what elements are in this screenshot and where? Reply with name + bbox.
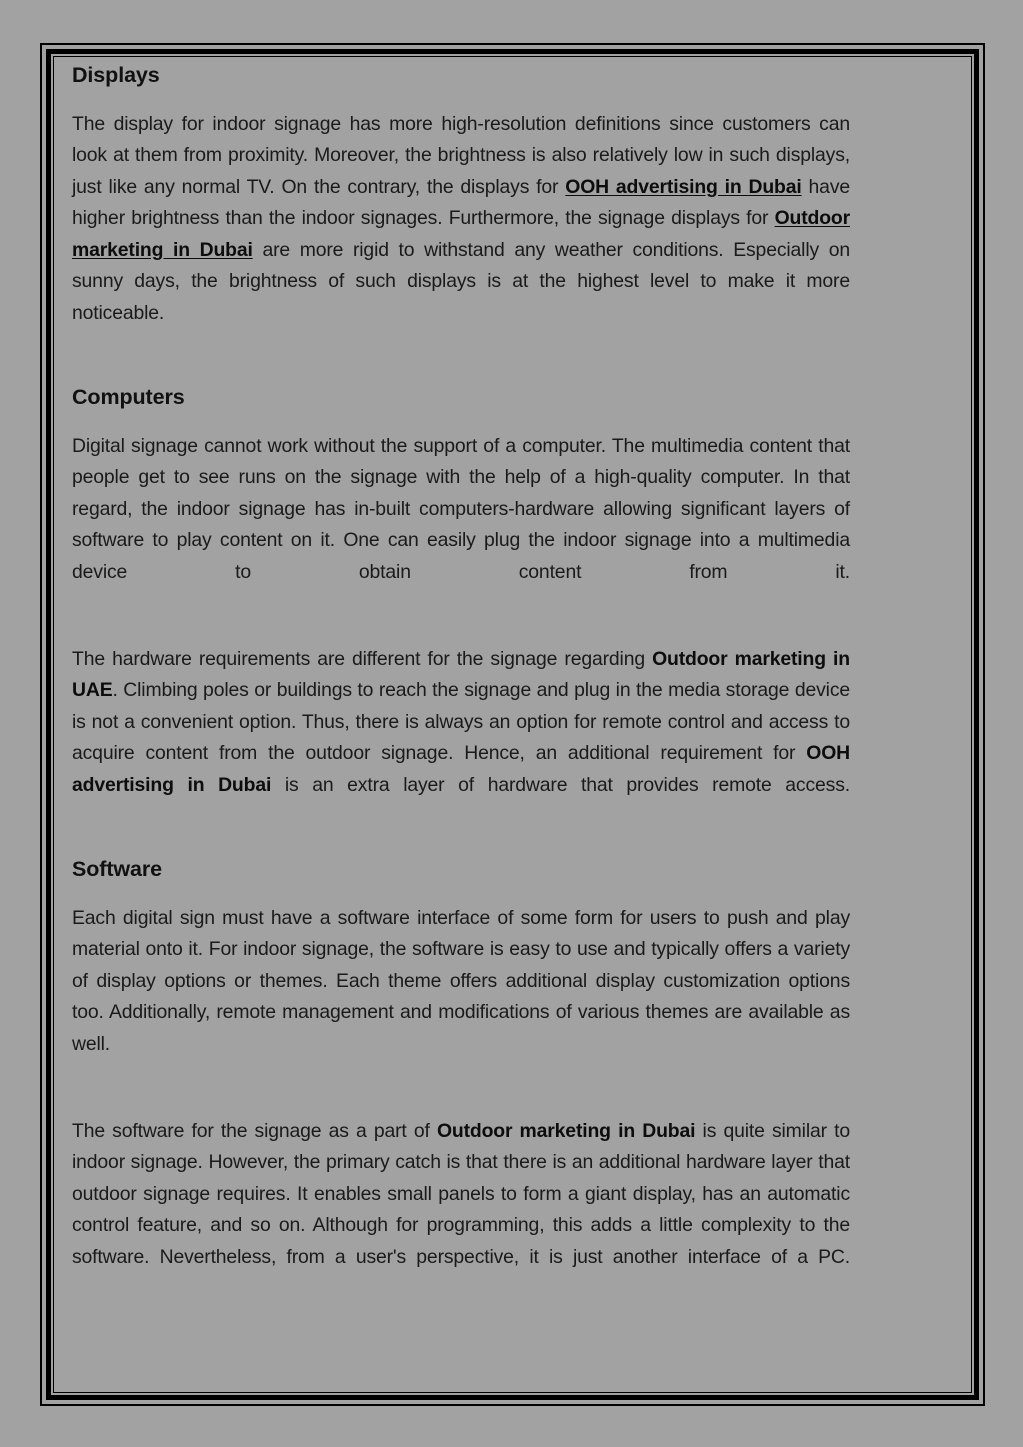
keyword-emphasis: OOH advertising in Dubai	[72, 742, 850, 796]
document-content	[72, 62, 850, 1305]
paragraph-text: Each digital sign must have a software interface of some form for users to push and play material onto it. For indoor signage, the software is easy to use and typically offers a variety of display options or themes. Each theme offers additional display customization options too. Additionally, remote management and modifications of various themes are available as well.	[72, 906, 850, 1055]
paragraph-text: are more rigid to withstand any weather conditions. Especially on sunny days, the brightness of such displays is at the highest level to make it more noticeable.	[72, 238, 850, 324]
body-paragraph	[72, 1116, 850, 1305]
paragraph-text: Digital signage cannot work without the support of a computer. The multimedia content that people get to see runs on the signage with the help of a high-quality computer. In that regard, the indoor signage has in-built computers-hardware allowing significant layers of software to play content on it. One can easily plug the indoor signage into a multimedia device to obtain content from it.	[72, 434, 850, 583]
keyword-emphasis: Outdoor marketing in Dubai	[436, 1119, 696, 1142]
body-paragraph	[72, 644, 850, 833]
paragraph-text: is quite similar to indoor signage. However, the primary catch is that there is an additional hardware layer that outdoor signage requires. It enables small panels to form a giant display, has an automatic control feature, and so on. Although for programming, this adds a little complexity to the software. Nevertheless, from a user's perspective, it is just another interface of a PC.	[72, 1119, 850, 1268]
paragraph-text: have higher brightness than the indoor signages. Furthermore, the signage displays for	[72, 175, 850, 230]
paragraph-text: The software for the signage as a part of	[72, 1119, 437, 1142]
paragraph-text: The hardware requirements are different for the signage regarding	[72, 647, 653, 670]
section-heading: Software	[72, 856, 162, 881]
section-heading: Displays	[72, 63, 160, 87]
body-paragraph	[72, 431, 850, 620]
keyword-link[interactable]: Outdoor marketing in Dubai	[72, 207, 850, 261]
keyword-link[interactable]: OOH advertising in Dubai	[565, 175, 802, 198]
paragraph-text: . Climbing poles or buildings to reach the signage and plug in the media storage device is not a convenient option. Thus, there is always an option for remote control and access to acquire content from the outdoor signage. Hence, an additional requirement for	[72, 679, 850, 765]
keyword-emphasis: Outdoor marketing in UAE	[72, 647, 850, 702]
section-heading: Computers	[72, 384, 185, 409]
body-paragraph	[72, 109, 850, 361]
document-section	[72, 62, 850, 361]
document-section	[72, 384, 850, 833]
document-section	[72, 856, 850, 1305]
paragraph-text: The display for indoor signage has more high-resolution definitions since customers can look at them from proximity. Moreover, the brightness is also relatively low in such displays, just like any normal TV. On the contrary, the displays for	[72, 112, 850, 198]
paragraph-text: is an extra layer of hardware that provides remote access.	[271, 773, 850, 796]
body-paragraph	[72, 903, 850, 1092]
